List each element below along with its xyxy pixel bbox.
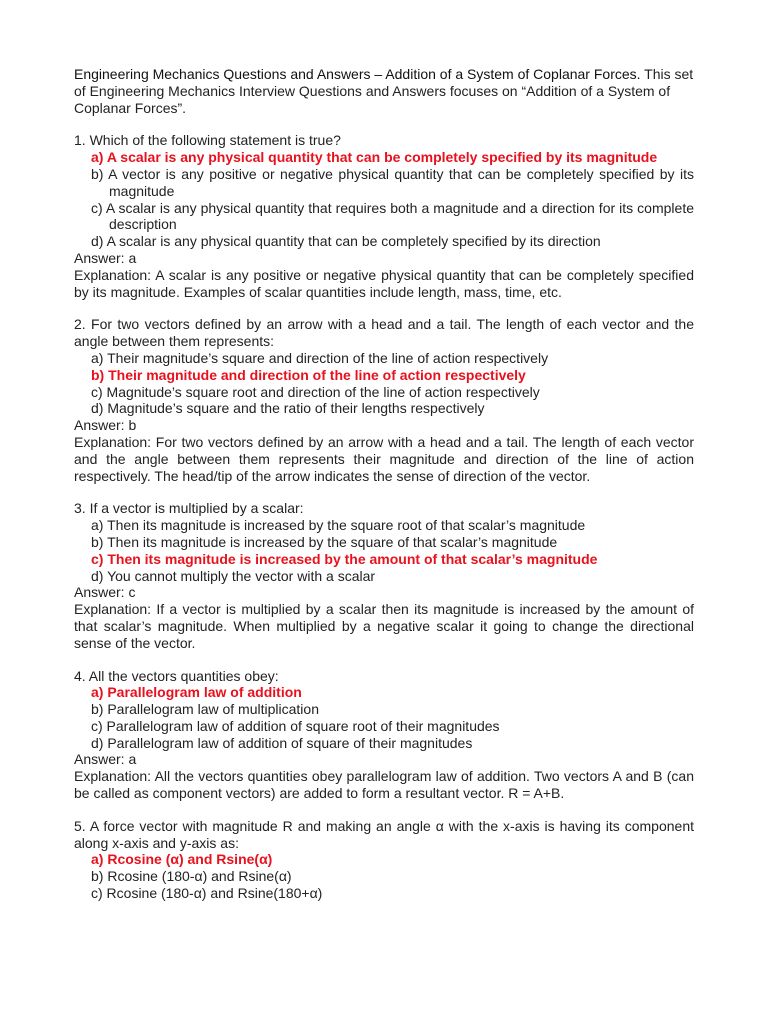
explanation-text: Explanation: If a vector is multiplied by a scalar then its magnitude is increased by the amount of that scalar’s magnitude. When multiplied by a negative scalar it going to change the directional sense of the vector. [74, 601, 694, 651]
question-text: 4. All the vectors quantities obey: [74, 667, 279, 684]
answer-option: c) Parallelogram law of addition of square root of their magnitudes [91, 717, 500, 734]
answer-option: b) Rcosine (180-α) and Rsine(α) [91, 868, 292, 885]
correct-option: a) Parallelogram law of addition [91, 684, 302, 701]
answer-key: Answer: b [74, 417, 137, 434]
answer-option: c) Rcosine (180-α) and Rsine(180+α) [91, 885, 323, 902]
answer-option: d) Magnitude’s square and the ratio of their lengths respectively [91, 400, 485, 417]
answer-option: b) Parallelogram law of multiplication [91, 701, 319, 718]
answer-option: c) A scalar is any physical quantity that requires both a magnitude and a direction for its complete description [91, 199, 694, 233]
answer-options [74, 517, 694, 584]
document-intro-text: This set of Engineering Mechanics Interview Questions and Answers focuses on “Addition of a System of Coplanar Forces”. [74, 66, 694, 116]
answer-option: d) Parallelogram law of addition of square of their magnitudes [91, 734, 473, 751]
explanation-text: Explanation: For two vectors defined by an arrow with a head and a tail. The length of each vector and the angle between them represents their magnitude and direction of the line of action respectively. The head/tip of the arrow indicates the sense of direction of the vector. [74, 433, 694, 484]
explanation-text: Explanation: A scalar is any positive or negative physical quantity that can be completely specified by its magnitude. Examples of scalar quantities include length, mass, time, etc. [74, 266, 694, 300]
document-title: Engineering Mechanics Questions and Answers – Addition of a System of Coplanar Forces. [74, 66, 641, 82]
answer-options [74, 684, 694, 751]
question-block [74, 668, 694, 802]
explanation-text: Explanation: All the vectors quantities obey parallelogram law of addition. Two vectors A and B (can be called as component vectors) are added to form a resultant vector. R = A+B. [74, 768, 694, 802]
answer-options [74, 851, 694, 901]
question-block [74, 500, 694, 651]
question-block [74, 818, 694, 902]
answer-option: b) A vector is any positive or negative physical quantity that can be completely specified by its magnitude [91, 165, 694, 199]
answer-option: d) A scalar is any physical quantity that can be completely specified by its direction [91, 233, 601, 250]
correct-option: c) Then its magnitude is increased by the amount of that scalar’s magnitude [91, 550, 598, 567]
question-block [74, 132, 694, 300]
document-page [74, 66, 694, 918]
answer-options [74, 149, 694, 250]
question-list [74, 132, 694, 901]
answer-options [74, 350, 694, 417]
answer-option: d) You cannot multiply the vector with a scalar [91, 567, 376, 584]
correct-option: a) Rcosine (α) and Rsine(α) [91, 851, 273, 868]
answer-option: b) Then its magnitude is increased by the square of that scalar’s magnitude [91, 533, 558, 550]
answer-key: Answer: c [74, 584, 136, 601]
answer-option: a) Their magnitude’s square and direction of the line of action respectively [91, 349, 549, 366]
question-block [74, 316, 694, 484]
correct-option: a) A scalar is any physical quantity that can be completely specified by its magnitude [91, 149, 658, 166]
correct-option: b) Their magnitude and direction of the line of action respectively [91, 366, 526, 383]
answer-option: c) Magnitude’s square root and direction of the line of action respectively [91, 383, 540, 400]
question-text: 3. If a vector is multiplied by a scalar: [74, 500, 304, 517]
question-text: 2. For two vectors defined by an arrow with a head and a tail. The length of each vector and the angle between them represents: [74, 316, 694, 350]
question-text: 1. Which of the following statement is true? [74, 132, 341, 149]
document-intro [74, 66, 694, 116]
answer-option: a) Then its magnitude is increased by the square root of that scalar’s magnitude [91, 517, 586, 534]
answer-key: Answer: a [74, 751, 137, 768]
answer-key: Answer: a [74, 249, 137, 266]
question-text: 5. A force vector with magnitude R and making an angle α with the x-axis is having its component along x-axis and y-axis as: [74, 817, 694, 851]
